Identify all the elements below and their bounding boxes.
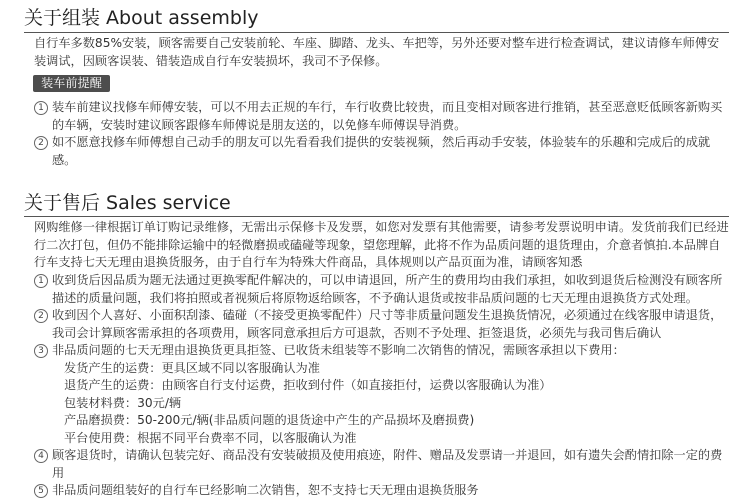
assembly-tip-badge: 装车前提醒 bbox=[33, 75, 110, 92]
service-item-1 bbox=[34, 272, 731, 307]
fee-line: 产品磨损费：50-200元/辆(非品质问题的退货途中产生的产品损坏及磨损费) bbox=[64, 413, 475, 427]
fee-line: 发货产生的运费：更具区域不同以客服确认为准 bbox=[64, 360, 320, 375]
number-circle-icon: 2 bbox=[34, 309, 48, 323]
number-circle-icon: 4 bbox=[34, 449, 48, 463]
fee-line: 包装材料费：30元/辆 bbox=[64, 395, 182, 410]
service-divider bbox=[24, 216, 729, 217]
service-item-text: 收到因个人喜好、小面积刮漆、磕碰（不接受更换零配件）尺寸等非质量问题发生退换货情况，必须通过在线客服申请退货，我司会计算顾客需承担的各项费用，顾客同意承担后方可退款，否则不予处理、拒签退货，必须先与我司售后确认 bbox=[52, 308, 723, 340]
assembly-item-text: 如不愿意找修车师傅想自己动手的朋友可以先看看我们提供的安装视频，然后再动手安装，体验装车的乐趣和完成后的成就感。 bbox=[52, 135, 711, 167]
assembly-list bbox=[34, 99, 731, 169]
number-circle-icon: 3 bbox=[34, 344, 48, 358]
service-list bbox=[34, 272, 731, 500]
number-circle-icon: 1 bbox=[34, 101, 48, 115]
assembly-item-1 bbox=[34, 99, 731, 134]
service-item-text: 收到货后因品质为题无法通过更换零配件解决的，可以申请退回，所产生的费用均由我们承担，如收到退货后检测没有顾客所描述的质量问题，我们将拍照或者视频后将原物返给顾客，不予确认退货或按非品质问题的七天无理由退换货方式处理。 bbox=[52, 273, 723, 305]
service-item-text: 顾客退货时，请确认包装完好、商品没有安装破损及使用痕迹，附件、赠品及发票请一并退回，如有遗失会酌情扣除一定的费用 bbox=[52, 448, 723, 480]
service-intro: 网购维修一律根据订单订购记录维修，无需出示保修卡及发票，如您对发票有其他需要，请参考发票说明申请。发货前我们已经进行二次打包，但仍不能排除运输中的轻微磨损或磕碰等现象，望您理解，此将不作为品质问题的退货理由，介意者慎拍.本品牌自行车支持七天无理由退换货服务，由于自行车为特殊大件商品，具体规则以产品页面为准，请顾客知悉 bbox=[34, 220, 729, 269]
assembly-item-text: 装车前建议找修车师傅安装，可以不用去正规的车行，车行收费比较贵，而且变相对顾客进行推销，甚至恶意贬低顾客新购买的车辆，安装时建议顾客跟修车师傅说是朋友送的，以免修车师傅误导消费。 bbox=[52, 100, 723, 132]
service-item-text: 非品质问题组装好的自行车已经影响二次销售，恕不支持七天无理由退换货服务 bbox=[52, 483, 479, 497]
assembly-divider bbox=[24, 32, 729, 33]
service-item-5 bbox=[34, 482, 731, 500]
number-circle-icon: 1 bbox=[34, 274, 48, 288]
service-item-3 bbox=[34, 342, 731, 360]
service-title: 关于售后 Sales service bbox=[24, 192, 231, 214]
number-circle-icon: 2 bbox=[34, 136, 48, 150]
assembly-title: 关于组装 About assembly bbox=[24, 7, 259, 29]
assembly-item-2 bbox=[34, 134, 731, 169]
fee-line: 退货产生的运费：由顾客自行支付运费，拒收到付件（如直接拒付，运费以客服确认为准） bbox=[64, 378, 552, 392]
service-item-2 bbox=[34, 307, 731, 342]
fee-line: 平台使用费：根据不同平台费率不同，以客服确认为准 bbox=[64, 430, 357, 445]
service-item-text: 非品质问题的七天无理由退换货更具拒签、已收货未组装等不影响二次销售的情况，需顾客承担以下费用： bbox=[52, 343, 625, 357]
number-circle-icon: 5 bbox=[34, 484, 48, 498]
assembly-intro: 自行车多数85%安装，顾客需要自己安装前轮、车座、脚踏、龙头、车把等，另外还要对整车进行检查调试，建议请修车师傅安装调试，因顾客误装、错装造成自行车安装损坏，我司不予保修。 bbox=[34, 36, 720, 68]
service-item-4 bbox=[34, 447, 731, 482]
